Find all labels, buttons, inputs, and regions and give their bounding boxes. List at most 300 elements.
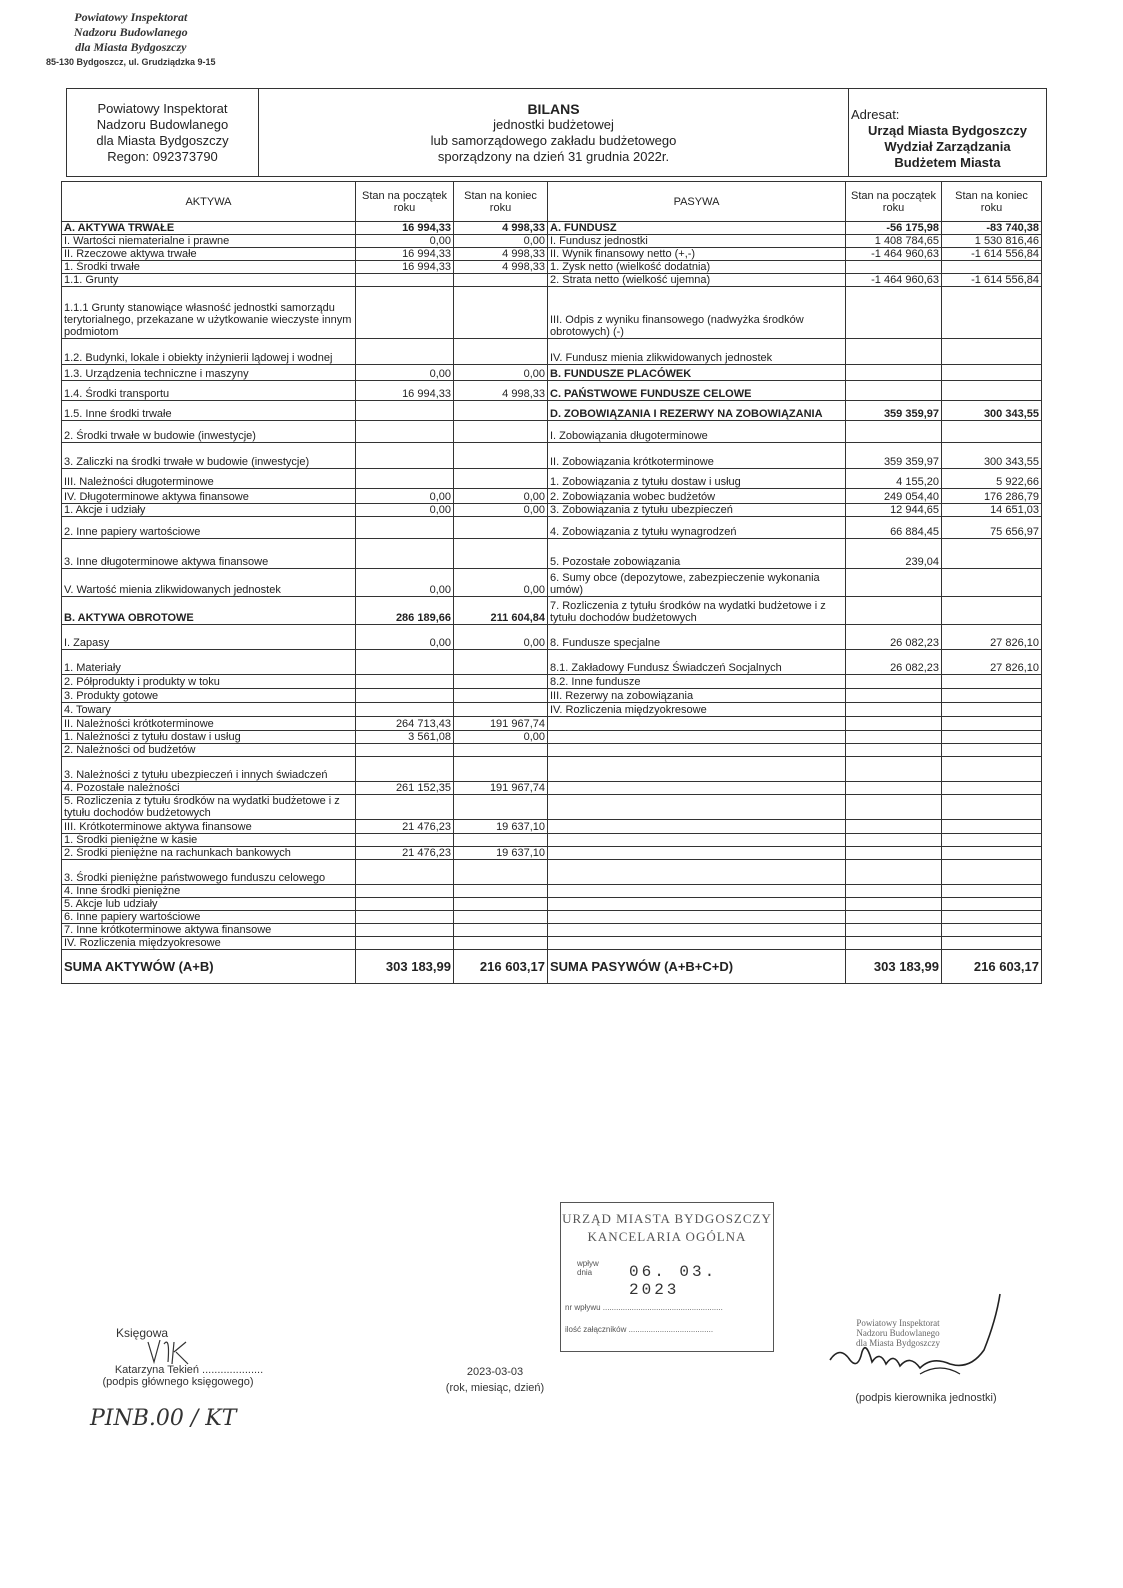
received-wplyw: wpływ	[577, 1259, 599, 1268]
table-row	[62, 274, 1042, 287]
table-row	[62, 597, 1042, 625]
pasywa-end: 27 826,10	[942, 650, 1042, 675]
aktywa-label: II. Należności krótkoterminowe	[62, 717, 356, 731]
table-row	[62, 504, 1042, 517]
aktywa-label: 3. Produkty gotowe	[62, 689, 356, 703]
aktywa-start: 16 994,33	[356, 248, 454, 261]
date-caption: (rok, miesiąc, dzień)	[445, 1382, 545, 1394]
aktywa-label: IV. Rozliczenia międzyokresowe	[62, 937, 356, 950]
pasywa-start	[846, 703, 942, 717]
aktywa-start: 0,00	[356, 235, 454, 248]
pasywa-end	[942, 885, 1042, 898]
aktywa-end: 0,00	[454, 625, 548, 650]
aktywa-start	[356, 757, 454, 782]
aktywa-start: 16 994,33	[356, 261, 454, 274]
aktywa-end	[454, 885, 548, 898]
aktywa-end	[454, 744, 548, 757]
pasywa-label: 8.1. Zakładowy Fundusz Świadczeń Socjalnych	[548, 650, 846, 675]
aktywa-end: 0,00	[454, 731, 548, 744]
aktywa-start: 0,00	[356, 625, 454, 650]
director-stamp-line: Powiatowy Inspektorat	[856, 1318, 940, 1328]
aktywa-start	[356, 339, 454, 365]
pasywa-start	[846, 287, 942, 339]
aktywa-end	[454, 339, 548, 365]
pasywa-start	[846, 847, 942, 860]
table-row	[62, 443, 1042, 469]
pasywa-label	[548, 795, 846, 820]
pasywa-end: 5 922,66	[942, 469, 1042, 489]
table-row	[62, 834, 1042, 847]
pasywa-end: -83 740,38	[942, 222, 1042, 235]
aktywa-end	[454, 834, 548, 847]
received-number: nr wpływu ......................................................	[565, 1303, 723, 1312]
aktywa-label: 1.1. Grunty	[62, 274, 356, 287]
aktywa-start	[356, 469, 454, 489]
aktywa-end: 0,00	[454, 235, 548, 248]
pasywa-start	[846, 717, 942, 731]
pasywa-end	[942, 339, 1042, 365]
table-row	[62, 911, 1042, 924]
pasywa-end	[942, 703, 1042, 717]
table-row	[62, 287, 1042, 339]
adresat-box	[849, 89, 1047, 177]
pasywa-start: 239,04	[846, 539, 942, 569]
aktywa-label: V. Wartość mienia zlikwidowanych jednostek	[62, 569, 356, 597]
aktywa-start: 0,00	[356, 489, 454, 504]
pasywa-end: 300 343,55	[942, 443, 1042, 469]
aktywa-label: 2. Inne papiery wartościowe	[62, 517, 356, 539]
pasywa-label	[548, 885, 846, 898]
unit-name: dla Miasta Bydgoszczy	[96, 132, 229, 148]
aktywa-start	[356, 744, 454, 757]
pasywa-label: 1. Zysk netto (wielkość dodatnia)	[548, 261, 846, 274]
table-row	[62, 847, 1042, 860]
received-stamp-label	[577, 1259, 599, 1277]
handwritten-reference: PINB.00 / KT	[90, 1406, 237, 1431]
aktywa-end: 19 637,10	[454, 847, 548, 860]
sum-pasywa-end: 216 603,17	[942, 950, 1042, 984]
document-date: 2023-03-03	[466, 1366, 524, 1378]
regon: Regon: 092373790	[107, 148, 218, 164]
aktywa-end	[454, 689, 548, 703]
aktywa-label: 1. Materiały	[62, 650, 356, 675]
pasywa-label: I. Zobowiązania długoterminowe	[548, 421, 846, 443]
pasywa-label: III. Rezerwy na zobowiązania	[548, 689, 846, 703]
aktywa-start	[356, 650, 454, 675]
aktywa-start	[356, 689, 454, 703]
aktywa-end: 4 998,33	[454, 248, 548, 261]
pasywa-end	[942, 689, 1042, 703]
table-row	[62, 744, 1042, 757]
pasywa-start	[846, 924, 942, 937]
document-subtitle: lub samorządowego zakładu budżetowego	[430, 132, 677, 148]
pasywa-end	[942, 744, 1042, 757]
aktywa-label: 1.2. Budynki, lokale i obiekty inżynierii lądowej i wodnej	[62, 339, 356, 365]
aktywa-label: I. Wartości niematerialne i prawne	[62, 235, 356, 248]
aktywa-start	[356, 421, 454, 443]
table-row	[62, 401, 1042, 421]
aktywa-end	[454, 860, 548, 885]
aktywa-label: 2. Półprodukty i produkty w toku	[62, 675, 356, 689]
top-stamp-line: Nadzoru Budowlanego	[73, 25, 188, 39]
pasywa-start	[846, 860, 942, 885]
aktywa-label: 1.4. Środki transportu	[62, 381, 356, 401]
aktywa-label: III. Należności długoterminowe	[62, 469, 356, 489]
pasywa-label: A. FUNDUSZ	[548, 222, 846, 235]
director-stamp-line: Nadzoru Budowlanego	[856, 1328, 940, 1338]
pasywa-label	[548, 860, 846, 885]
pasywa-label: II. Wynik finansowy netto (+,-)	[548, 248, 846, 261]
unit-name: Nadzoru Budowlanego	[96, 116, 229, 132]
aktywa-start	[356, 675, 454, 689]
header-table	[66, 88, 1047, 177]
aktywa-label: 2. Środki trwałe w budowie (inwestycje)	[62, 421, 356, 443]
aktywa-label: 3. Należności z tytułu ubezpieczeń i innych świadczeń	[62, 757, 356, 782]
pasywa-label	[548, 937, 846, 950]
aktywa-end: 0,00	[454, 504, 548, 517]
received-stamp-dept: KANCELARIA OGÓLNA	[587, 1229, 747, 1244]
aktywa-end	[454, 911, 548, 924]
pasywa-end	[942, 421, 1042, 443]
sum-pasywa-start: 303 183,99	[846, 950, 942, 984]
aktywa-start	[356, 517, 454, 539]
pasywa-start	[846, 597, 942, 625]
aktywa-start	[356, 287, 454, 339]
aktywa-end	[454, 703, 548, 717]
aktywa-end	[454, 401, 548, 421]
aktywa-label: 2. Środki pieniężne na rachunkach bankowych	[62, 847, 356, 860]
pasywa-end	[942, 757, 1042, 782]
aktywa-end	[454, 650, 548, 675]
aktywa-end	[454, 937, 548, 950]
pasywa-start	[846, 731, 942, 744]
director-signature	[820, 1290, 1020, 1390]
aktywa-label: 5. Rozliczenia z tytułu środków na wydatki budżetowe i z tytułu dochodów budżetowych	[62, 795, 356, 820]
pasywa-label: IV. Rozliczenia międzyokresowe	[548, 703, 846, 717]
aktywa-start: 0,00	[356, 569, 454, 597]
pasywa-start: 1 408 784,65	[846, 235, 942, 248]
table-row	[62, 469, 1042, 489]
pasywa-label: II. Zobowiązania krótkoterminowe	[548, 443, 846, 469]
table-row	[62, 517, 1042, 539]
pasywa-end	[942, 911, 1042, 924]
pasywa-start: 4 155,20	[846, 469, 942, 489]
end-header: Stan na koniec roku	[942, 182, 1042, 222]
aktywa-start	[356, 795, 454, 820]
table-row	[62, 795, 1042, 820]
aktywa-label: 7. Inne krótkoterminowe aktywa finansowe	[62, 924, 356, 937]
pasywa-start: -1 464 960,63	[846, 248, 942, 261]
aktywa-end	[454, 517, 548, 539]
aktywa-end: 191 967,74	[454, 782, 548, 795]
aktywa-label: B. AKTYWA OBROTOWE	[62, 597, 356, 625]
pasywa-label: 8. Fundusze specjalne	[548, 625, 846, 650]
pasywa-start	[846, 675, 942, 689]
aktywa-start: 0,00	[356, 504, 454, 517]
pasywa-end: 27 826,10	[942, 625, 1042, 650]
pasywa-start	[846, 820, 942, 834]
sum-aktywa-label: SUMA AKTYWÓW (A+B)	[62, 950, 356, 984]
aktywa-label: 1. Środki trwałe	[62, 261, 356, 274]
table-row	[62, 675, 1042, 689]
aktywa-start: 16 994,33	[356, 222, 454, 235]
pasywa-end	[942, 597, 1042, 625]
pasywa-label	[548, 834, 846, 847]
aktywa-end	[454, 675, 548, 689]
aktywa-label: 4. Inne środki pieniężne	[62, 885, 356, 898]
pasywa-end	[942, 717, 1042, 731]
aktywa-start	[356, 834, 454, 847]
aktywa-end	[454, 443, 548, 469]
table-row	[62, 717, 1042, 731]
pasywa-end	[942, 847, 1042, 860]
table-row	[62, 860, 1042, 885]
aktywa-header: AKTYWA	[62, 182, 356, 222]
aktywa-end	[454, 757, 548, 782]
aktywa-start: 3 561,08	[356, 731, 454, 744]
ksiegowa-label: Księgowa	[116, 1326, 169, 1340]
start-header: Stan na początek roku	[356, 182, 454, 222]
pasywa-label: I. Fundusz jednostki	[548, 235, 846, 248]
pasywa-start: 26 082,23	[846, 650, 942, 675]
pasywa-start: 26 082,23	[846, 625, 942, 650]
pasywa-start	[846, 834, 942, 847]
table-row	[62, 924, 1042, 937]
table-row	[62, 885, 1042, 898]
pasywa-start	[846, 569, 942, 597]
pasywa-label	[548, 717, 846, 731]
aktywa-end	[454, 539, 548, 569]
top-stamp-line: Powiatowy Inspektorat	[74, 10, 188, 24]
aktywa-start: 286 189,66	[356, 597, 454, 625]
pasywa-start: 359 359,97	[846, 401, 942, 421]
pasywa-start: 249 054,40	[846, 489, 942, 504]
accountant-caption: (podpis głównego księgowego)	[102, 1376, 254, 1388]
pasywa-end	[942, 365, 1042, 381]
received-stamp-office: URZĄD MIASTA BYDGOSZCZY	[562, 1211, 772, 1226]
pasywa-end	[942, 834, 1042, 847]
pasywa-label: IV. Fundusz mienia zlikwidowanych jednostek	[548, 339, 846, 365]
pasywa-end: 75 656,97	[942, 517, 1042, 539]
pasywa-label: 6. Sumy obce (depozytowe, zabezpieczenie wykonania umów)	[548, 569, 846, 597]
pasywa-start	[846, 339, 942, 365]
pasywa-end	[942, 731, 1042, 744]
table-row	[62, 689, 1042, 703]
table-row	[62, 731, 1042, 744]
aktywa-label: 5. Akcje lub udziały	[62, 898, 356, 911]
table-row	[62, 261, 1042, 274]
pasywa-start: 12 944,65	[846, 504, 942, 517]
pasywa-end	[942, 820, 1042, 834]
pasywa-label	[548, 847, 846, 860]
received-attachments: ilość załączników ......................................	[565, 1325, 714, 1334]
aktywa-start	[356, 898, 454, 911]
received-date: 06. 03. 2023	[629, 1263, 718, 1299]
aktywa-end	[454, 924, 548, 937]
pasywa-label	[548, 782, 846, 795]
aktywa-end: 0,00	[454, 569, 548, 597]
pasywa-label	[548, 924, 846, 937]
pasywa-label: 8.2. Inne fundusze	[548, 675, 846, 689]
pasywa-start	[846, 911, 942, 924]
received-dnia: dnia	[577, 1268, 593, 1277]
aktywa-start	[356, 924, 454, 937]
pasywa-start: -1 464 960,63	[846, 274, 942, 287]
sum-pasywa-label: SUMA PASYWÓW (A+B+C+D)	[548, 950, 846, 984]
pasywa-start	[846, 757, 942, 782]
adresat-name: Wydział Zarządzania	[884, 139, 1011, 154]
director-stamp-line: dla Miasta Bydgoszczy	[856, 1338, 940, 1348]
table-row	[62, 757, 1042, 782]
aktywa-end	[454, 287, 548, 339]
top-stamp-line: dla Miasta Bydgoszczy	[75, 40, 187, 54]
table-row	[62, 489, 1042, 504]
table-row	[62, 235, 1042, 248]
table-row	[62, 539, 1042, 569]
pasywa-end	[942, 287, 1042, 339]
received-stamp	[560, 1202, 774, 1352]
pasywa-end: -1 614 556,84	[942, 274, 1042, 287]
aktywa-end	[454, 795, 548, 820]
pasywa-label: 5. Pozostałe zobowiązania	[548, 539, 846, 569]
aktywa-end	[454, 898, 548, 911]
aktywa-start: 21 476,23	[356, 820, 454, 834]
adresat-label: Adresat:	[851, 107, 900, 122]
aktywa-end: 211 604,84	[454, 597, 548, 625]
pasywa-start	[846, 937, 942, 950]
table-row	[62, 820, 1042, 834]
unit-box	[67, 89, 259, 177]
pasywa-start	[846, 744, 942, 757]
end-header: Stan na koniec roku	[454, 182, 548, 222]
adresat-name: Urząd Miasta Bydgoszczy	[868, 123, 1027, 138]
pasywa-start	[846, 782, 942, 795]
pasywa-end: -1 614 556,84	[942, 248, 1042, 261]
pasywa-label: 4. Zobowiązania z tytułu wynagrodzeń	[548, 517, 846, 539]
table-row	[62, 365, 1042, 381]
table-row	[62, 339, 1042, 365]
aktywa-label: IV. Długoterminowe aktywa finansowe	[62, 489, 356, 504]
aktywa-end	[454, 274, 548, 287]
pasywa-end	[942, 675, 1042, 689]
aktywa-label: II. Rzeczowe aktywa trwałe	[62, 248, 356, 261]
pasywa-label: C. PAŃSTWOWE FUNDUSZE CELOWE	[548, 381, 846, 401]
aktywa-label: A. AKTYWA TRWAŁE	[62, 222, 356, 235]
aktywa-start	[356, 860, 454, 885]
pasywa-end	[942, 569, 1042, 597]
aktywa-label: 1. Należności z tytułu dostaw i usług	[62, 731, 356, 744]
pasywa-label	[548, 731, 846, 744]
pasywa-end	[942, 795, 1042, 820]
document-subtitle: jednostki budżetowej	[493, 116, 614, 132]
pasywa-start: 359 359,97	[846, 443, 942, 469]
pasywa-label: 1. Zobowiązania z tytułu dostaw i usług	[548, 469, 846, 489]
director-caption: (podpis kierownika jednostki)	[855, 1392, 997, 1404]
aktywa-label: 1. Akcje i udziały	[62, 504, 356, 517]
pasywa-end	[942, 860, 1042, 885]
aktywa-start: 16 994,33	[356, 381, 454, 401]
balance-table	[61, 181, 1042, 984]
aktywa-label: I. Zapasy	[62, 625, 356, 650]
pasywa-label: III. Odpis z wyniku finansowego (nadwyżka środków obrotowych) (-)	[548, 287, 846, 339]
table-row	[62, 421, 1042, 443]
pasywa-start	[846, 898, 942, 911]
pasywa-label: 2. Zobowiązania wobec budżetów	[548, 489, 846, 504]
aktywa-start	[356, 401, 454, 421]
aktywa-start: 21 476,23	[356, 847, 454, 860]
pasywa-end	[942, 924, 1042, 937]
pasywa-end	[942, 937, 1042, 950]
sum-aktywa-start: 303 183,99	[356, 950, 454, 984]
pasywa-start: 66 884,45	[846, 517, 942, 539]
aktywa-label: 3. Inne długoterminowe aktywa finansowe	[62, 539, 356, 569]
table-row	[62, 650, 1042, 675]
aktywa-label: 1.3. Urządzenia techniczne i maszyny	[62, 365, 356, 381]
aktywa-start	[356, 539, 454, 569]
pasywa-end: 14 651,03	[942, 504, 1042, 517]
pasywa-start	[846, 365, 942, 381]
table-row	[62, 782, 1042, 795]
aktywa-end: 0,00	[454, 365, 548, 381]
aktywa-end: 4 998,33	[454, 222, 548, 235]
pasywa-start	[846, 885, 942, 898]
aktywa-start	[356, 937, 454, 950]
aktywa-start: 261 152,35	[356, 782, 454, 795]
accountant-name: Katarzyna Tekień ....................	[114, 1364, 264, 1376]
pasywa-label	[548, 911, 846, 924]
pasywa-label	[548, 757, 846, 782]
aktywa-label: 1.5. Inne środki trwałe	[62, 401, 356, 421]
pasywa-start	[846, 795, 942, 820]
table-row	[62, 625, 1042, 650]
aktywa-label: III. Krótkoterminowe aktywa finansowe	[62, 820, 356, 834]
table-row	[62, 703, 1042, 717]
aktywa-label: 4. Towary	[62, 703, 356, 717]
sum-aktywa-end: 216 603,17	[454, 950, 548, 984]
pasywa-start: -56 175,98	[846, 222, 942, 235]
table-row	[62, 222, 1042, 235]
aktywa-start	[356, 885, 454, 898]
pasywa-label	[548, 898, 846, 911]
aktywa-label: 2. Należności od budżetów	[62, 744, 356, 757]
pasywa-start	[846, 381, 942, 401]
aktywa-end: 4 998,33	[454, 381, 548, 401]
aktywa-label: 3. Środki pieniężne państwowego funduszu celowego	[62, 860, 356, 885]
table-row	[62, 381, 1042, 401]
pasywa-label: 2. Strata netto (wielkość ujemna)	[548, 274, 846, 287]
aktywa-start: 264 713,43	[356, 717, 454, 731]
pasywa-start	[846, 261, 942, 274]
aktywa-label: 1. Środki pieniężne w kasie	[62, 834, 356, 847]
pasywa-label	[548, 744, 846, 757]
start-header: Stan na początek roku	[846, 182, 942, 222]
top-stamp-address: 85-130 Bydgoszcz, ul. Grudziądzka 9-15	[46, 57, 216, 67]
aktywa-label: 3. Zaliczki na środki trwałe w budowie (inwestycje)	[62, 443, 356, 469]
aktywa-end	[454, 421, 548, 443]
pasywa-end	[942, 381, 1042, 401]
document-title: BILANS	[527, 100, 580, 117]
aktywa-start	[356, 443, 454, 469]
pasywa-end	[942, 782, 1042, 795]
pasywa-end: 1 530 816,46	[942, 235, 1042, 248]
aktywa-label: 1.1.1 Grunty stanowiące własność jednostki samorządu terytorialnego, przekazane w użytkowanie wieczyste innym podmiotom	[62, 287, 356, 339]
aktywa-start: 0,00	[356, 365, 454, 381]
aktywa-end: 0,00	[454, 489, 548, 504]
document-subtitle: sporządzony na dzień 31 grudnia 2022r.	[437, 148, 670, 164]
pasywa-label: 7. Rozliczenia z tytułu środków na wydatki budżetowe i z tytułu dochodów budżetowych	[548, 597, 846, 625]
pasywa-header: PASYWA	[548, 182, 846, 222]
aktywa-label: 4. Pozostałe należności	[62, 782, 356, 795]
